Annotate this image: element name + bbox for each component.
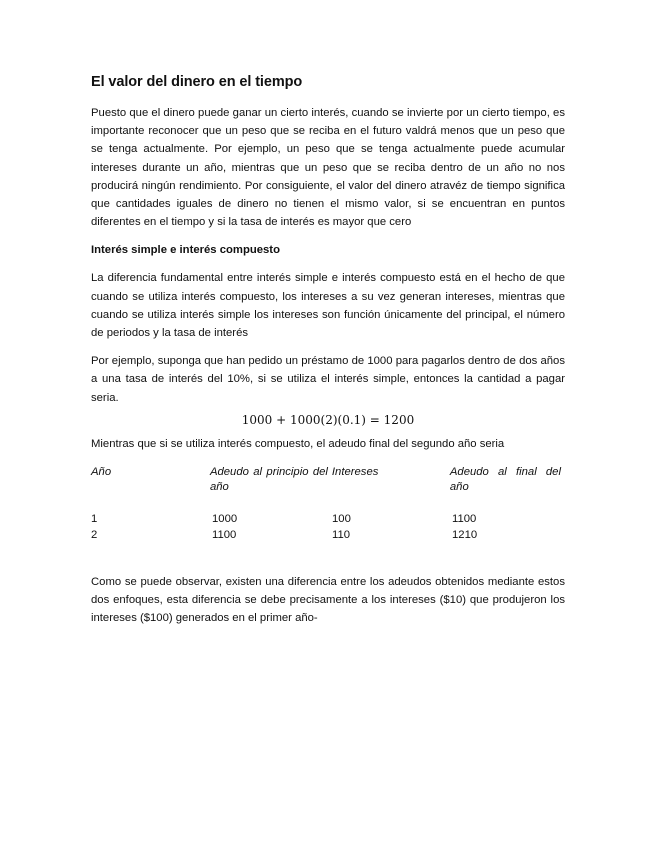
paragraph-conclusion: Como se puede observar, existen una diferencia entre los adeudos obtenidos mediante estos dos enfoques, esta diferencia se debe precisamente a los intereses ($10) que produjeron los intereses ($100) generados en el primer año- [91,576,565,625]
table-cell: 1 [91,513,98,526]
table-header-cell: Año [91,466,112,479]
formula: 1000 + 1000(2)(0.1) = 1200 [241,412,415,427]
interest-table [91,465,565,543]
section-heading: Interés simple e interés compuesto [91,244,280,257]
paragraph-compound-intro: Mientras que si se utiliza interés compuesto, el adeudo final del segundo año seria [91,437,505,450]
table-header-cell: Intereses [331,466,379,479]
table-cell: 1100 [452,513,477,526]
table-cell: 1210 [452,529,478,542]
document-page [91,74,565,628]
table-cell: 100 [332,513,351,526]
table-cell: 1100 [212,529,237,542]
table-header-cell: Adeudo al principio del año [209,466,328,494]
table-cell: 1000 [212,513,238,526]
table-header-cell: Adeudo al final del año [449,466,561,494]
paragraph-time-value: Puesto que el dinero puede ganar un cierto interés, cuando se invierte por un cierto tiempo, es importante reconocer que un peso que se reciba en el futuro valdrá menos que un peso que se tenga actualmente. Por ejemplo, un peso que se tenga actualmente puede acumular intereses durante un año, mientras que un peso que se reciba dentro de un año no nos producirá ningún rendimiento. Por consiguiente, el valor del dinero atravéz de tiempo significa que cantidades iguales de dinero no tienen el mismo valor, si se encuentran en puntos diferentes en el tiempo y si la tasa de interés es mayor que cero [91,107,565,229]
table-row [91,511,565,527]
table-row [91,527,565,543]
document-title: El valor del dinero en el tiempo [91,74,303,90]
table-cell: 110 [332,529,351,542]
table-header-row [91,465,565,495]
paragraph-example: Por ejemplo, suponga que han pedido un préstamo de 1000 para pagarlos dentro de dos años a una tasa de interés del 10%, si se utiliza el interés simple, entonces la cantidad a pagar seria. [91,355,565,404]
table-cell: 2 [91,529,98,542]
paragraph-simple-vs-compound: La diferencia fundamental entre interés simple e interés compuesto está en el hecho de que cuando se utiliza interés compuesto, los intereses a su vez generan intereses, mientras que cuando se utiliza interés simple los intereses son función únicamente del principal, el número de periodos y la tasa de interés [91,272,565,340]
